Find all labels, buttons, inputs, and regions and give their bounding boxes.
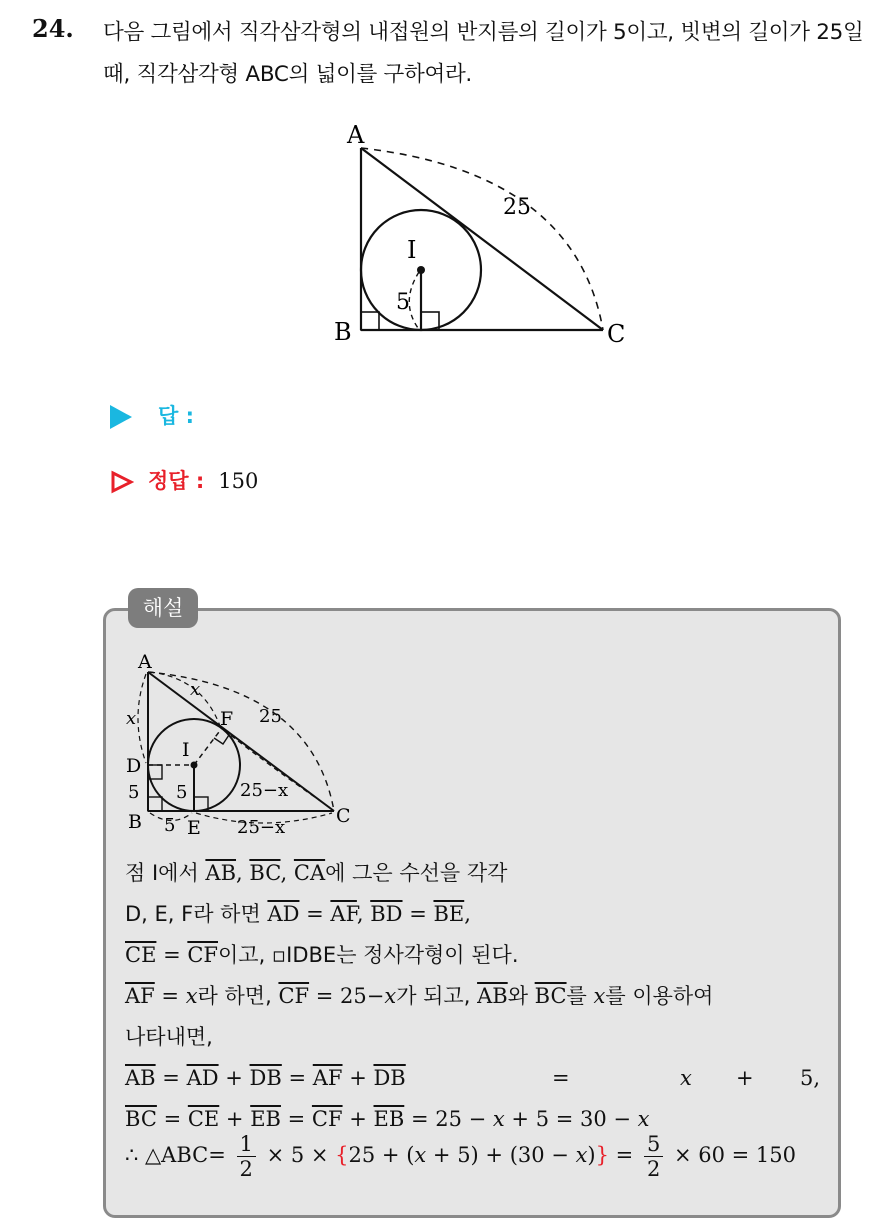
triangle-figure <box>320 112 640 352</box>
center-dot <box>417 266 425 274</box>
s-label-5b: 5 <box>176 782 188 803</box>
correct-value: 150 <box>218 469 259 493</box>
solution-figure <box>122 648 372 843</box>
answer-row <box>110 400 194 430</box>
s-if <box>194 728 222 765</box>
fraction-half: $\frac{1}{2}$ <box>237 1132 256 1181</box>
outline-play-icon <box>110 470 134 494</box>
solution-line-7: $\overline{BC} = \overline{CE} + \overline{EB} = \overline{CF} + \overline{EB} = 25 - x + 5 = 30 - x$ <box>125 1107 650 1131</box>
s-arc-ad <box>138 674 146 763</box>
five-comma: 5, <box>800 1066 821 1090</box>
var-x: x <box>680 1066 692 1090</box>
s-label-c: C <box>336 805 351 827</box>
solution-tag: 해설 <box>128 588 198 628</box>
solution-line-5: 나타내면, <box>125 1025 213 1049</box>
solution-line-8: ∴ △ABC= $\frac{1}{2}$ × 5 × {25 + (x + 5) + (30 − x)} = $\frac{5}{2}$ × 60 = 150 <box>125 1132 797 1181</box>
s-label-ce: 25−x <box>237 817 286 838</box>
s-label-5a: 5 <box>128 782 140 803</box>
solution-line-2: D, E, F라 하면 $\overline{AD} = \overline{AF}$, $\overline{BD} = \overline{BE}$, <box>125 902 471 926</box>
correct-answer-row <box>110 465 258 495</box>
play-icon <box>110 405 132 429</box>
label-radius: 5 <box>396 290 410 315</box>
s-label-x2: x <box>190 679 201 700</box>
s-label-d: D <box>126 755 142 777</box>
s-right-b <box>148 797 162 811</box>
question-text: 다음 그림에서 직각삼각형의 내접원의 반지름의 길이가 5이고, 빗변의 길이가 25일 때, 직각삼각형 ABC의 넓이를 구하여라. <box>103 20 864 87</box>
s-label-e: E <box>187 817 201 839</box>
s-label-a: A <box>138 651 152 673</box>
correct-label: 정답 : <box>148 469 205 493</box>
radius-arc <box>409 272 419 328</box>
label-b: B <box>334 318 352 346</box>
fraction-five-halves: $\frac{5}{2}$ <box>644 1132 663 1181</box>
s-label-b: B <box>128 811 142 833</box>
s-label-5c: 5 <box>164 815 176 836</box>
label-i: I <box>407 236 417 264</box>
question-number: 24. <box>32 14 74 43</box>
solution-line-4: $\overline{AF} = x$라 하면, $\overline{CF} = 25-x$가 되고, $\overline{AB}$와 $\overline{BC}$를 x를 이용하여 <box>125 984 714 1008</box>
label-c: C <box>607 320 626 348</box>
s-label-x1: x <box>126 708 137 729</box>
solution-line-3: $\overline{CE} = \overline{CF}$이고, ▫IDBE는 정사각형이 된다. <box>125 943 519 967</box>
s-label-cf: 25−x <box>240 780 289 801</box>
s-label-25: 25 <box>259 706 282 727</box>
solution-line-1: 점 I에서 $\overline{AB}$, $\overline{BC}$, $\overline{CA}$에 그은 수선을 각각 <box>125 861 508 885</box>
s-center <box>191 762 198 769</box>
right-angle-b <box>361 312 379 330</box>
s-label-i: I <box>182 739 190 761</box>
s-label-f: F <box>220 708 234 730</box>
plus-sign: + <box>736 1066 754 1090</box>
eq-sign: = <box>552 1066 570 1090</box>
label-a: A <box>347 121 365 149</box>
label-hyp: 25 <box>503 195 531 220</box>
solution-line-6: $\overline{AB} = \overline{AD} + \overline{DB} = \overline{AF} + \overline{DB}$ <box>125 1066 406 1090</box>
answer-label: 답 : <box>158 404 194 428</box>
